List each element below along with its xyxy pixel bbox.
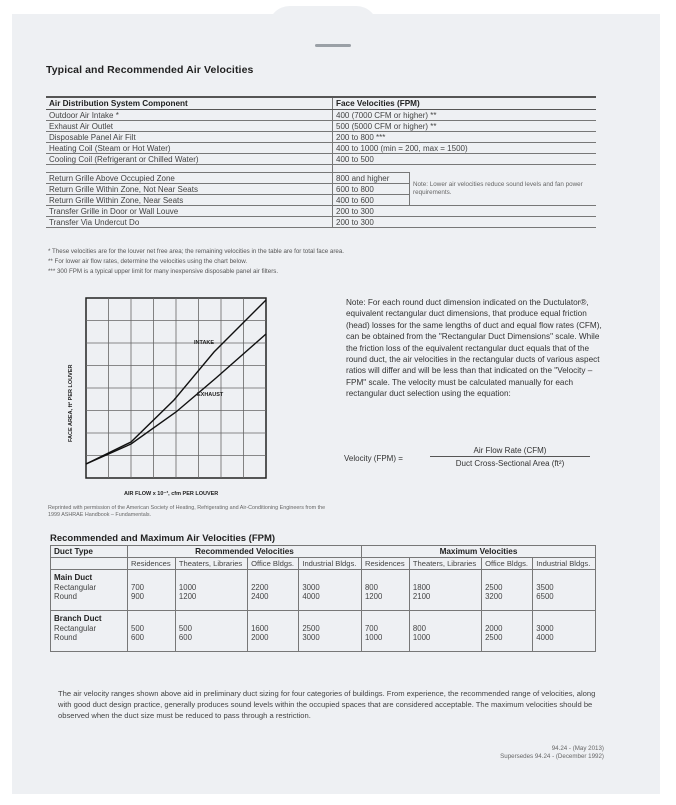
- table-row: Transfer Grille in Door or Wall Louve 200 to 300: [46, 206, 596, 217]
- footnote-1: * These velocities are for the louver net free area; the remaining velocities in the table are for total face area.: [48, 248, 345, 255]
- equation-lhs: Velocity (FPM) =: [344, 454, 403, 463]
- footnote-2: ** For lower air flow rates, determine the velocities using the chart below.: [48, 258, 248, 265]
- intake-label: INTAKE: [194, 340, 215, 346]
- table-row: Return Grille Within Zone, Not Near Seats 600 to 800: [46, 184, 596, 195]
- table2-title: Recommended and Maximum Air Velocities (FPM): [50, 533, 276, 544]
- footnote-3: *** 300 FPM is a typical upper limit for many inexpensive disposable panel air filters.: [48, 268, 279, 275]
- page-title: Typical and Recommended Air Velocities: [46, 64, 254, 76]
- slide-notch: [315, 44, 351, 47]
- header-component: Air Distribution System Component: [46, 97, 333, 110]
- header-velocity: Face Velocities (FPM): [333, 97, 597, 110]
- table-row: Outdoor Air Intake * 400 (7000 CFM or higher) **: [46, 110, 596, 121]
- body-paragraph: The air velocity ranges shown above aid in preliminary duct sizing for four categories of buildings. From experience, the recommended range of velocities, along with good duct design practice, generally produces sound levels within the occupied spaces that are considered acceptable. The maximum velocities should be observed when the duct size must be reduced to pass through a restriction.: [58, 689, 596, 720]
- revision-line-1: 94.24 - (May 2013): [551, 745, 604, 752]
- equation-numerator: Air Flow Rate (CFM): [430, 446, 590, 457]
- header-maximum: Maximum Velocities: [361, 546, 595, 558]
- table-row: Main Duct Rectangular Round 700 900 1000 1200 2200 2400 3000 4000 800 1200 1800 2100 2500 3200 3500 6500: [51, 570, 596, 611]
- table-row: Return Grille Above Occupied Zone 800 and higher Note: Lower air velocities reduce sound levels and fan power requirements.: [46, 173, 596, 184]
- header-duct-type: Duct Type: [51, 546, 128, 558]
- duct-note: Note: For each round duct dimension indicated on the Ductulator®, equivalent rectangular duct dimensions, that produce equal friction (head) losses for the same lengths of duct and equal flow rates (CFM), can be obtained from the "Rectangular Duct Dimensions" scale. While the friction loss of the equivalent rectangular duct equals that of the round duct, the air velocities in the rectangular ducts of various aspect ratios will differ and will be less than that indicated on the "Velocity – FPM" scale. The velocity must be calculated manually for each rectangular duct selection using the equation:: [346, 298, 602, 399]
- table-row: Heating Coil (Steam or Hot Water) 400 to 1000 (min = 200, max = 1500): [46, 143, 596, 154]
- table-row: Return Grille Within Zone, Near Seats 400 to 600: [46, 195, 596, 206]
- graph-xlabel: AIR FLOW x 10⁻³, cfm PER LOUVER: [124, 491, 219, 497]
- velocities-table: [46, 96, 596, 228]
- equation-denominator: Duct Cross-Sectional Area (ft²): [455, 459, 565, 468]
- revision-info: [500, 745, 604, 761]
- revision-line-2: Supersedes 94.24 - (December 1992): [500, 753, 604, 760]
- velocity-equation: [344, 446, 604, 476]
- table-row: Transfer Via Undercut Do 200 to 300: [46, 217, 596, 228]
- table-row: Disposable Panel Air Filt 200 to 800 ***: [46, 132, 596, 143]
- header-recommended: Recommended Velocities: [128, 546, 362, 558]
- sheet-tab: [268, 6, 378, 34]
- graph-ylabel: FACE AREA, ft² PER LOUVER: [68, 364, 74, 442]
- graph-caption: Reprinted with permission of the American Society of Heating, Refrigerating and Air-Conditioning Engineers from the 1999 ASHRAE Handbook – Fundamentals.: [48, 505, 326, 518]
- table-row: Branch Duct Rectangular Round 500 600 500 600 1600 2000 2500 3000 700 1000 800 1000 2000 2500 3000 4000: [51, 611, 596, 652]
- side-note: Note: Lower air velocities reduce sound levels and fan power requirements.: [410, 173, 597, 206]
- table-row: Exhaust Air Outlet 500 (5000 CFM or higher) **: [46, 121, 596, 132]
- table-row: Cooling Coil (Refrigerant or Chilled Water) 400 to 500: [46, 154, 596, 165]
- duct-velocities-table: Duct Type Recommended Velocities Maximum Velocities Residences Theaters, Libraries Office Bldgs. Industrial Bldgs. Residences Theaters, Libraries Office Bldgs. Industrial Bldgs. Main Duct Rectangular Round 700 900 1000 1200 2200 2400 3000 4000 800 1200 1800 2100 2500 3200 3500 6500 Branch Duct Rectangular Round 500 600 500 600 1600 2000 2500 3000 700 1000 800 1000 2000 2500 3000 4000: [50, 545, 596, 652]
- exhaust-label: EXHAUST: [197, 392, 224, 398]
- louver-velocity-graph: [64, 292, 284, 502]
